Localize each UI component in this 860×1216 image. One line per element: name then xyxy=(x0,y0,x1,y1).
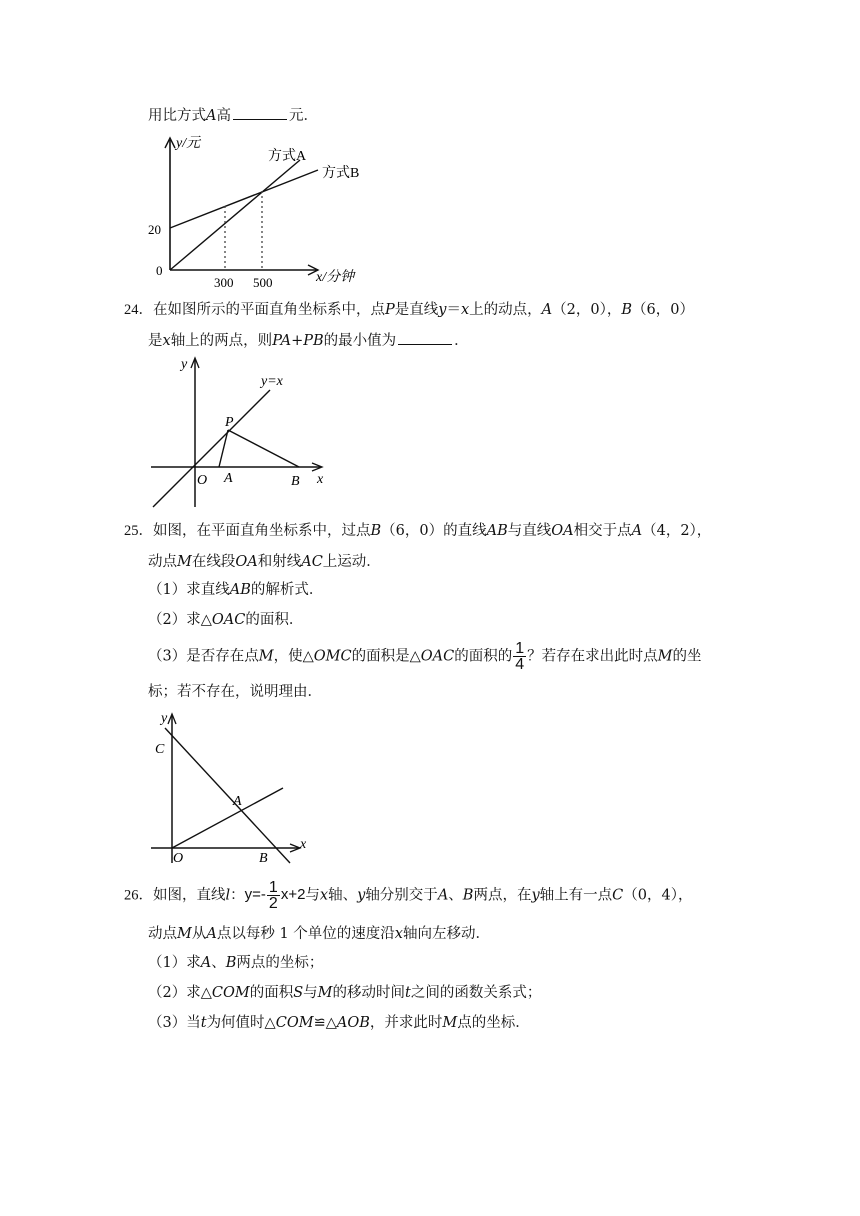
q25-figure xyxy=(145,708,315,868)
fraction-one-half: $\frac{1}{2}$ xyxy=(268,879,278,912)
q25-part2: （2）求△OAC的面积． xyxy=(148,612,304,628)
line-oa xyxy=(172,788,283,848)
q26-part1: （1）求A、B两点的坐标； xyxy=(148,955,324,971)
equation: y=- $\frac{1}{2}$ x+2 xyxy=(244,879,306,912)
q24-line2: 是x轴上的两点，则PA+PB的最小值为 ． xyxy=(148,330,469,351)
y-label: y xyxy=(161,711,168,726)
point-a: A xyxy=(224,471,233,486)
y-label: y xyxy=(181,357,188,372)
line-ab xyxy=(165,728,290,863)
line-a xyxy=(170,160,300,270)
tick-300: 300 xyxy=(214,275,234,290)
q23-tail-line: 用比方式A高 元． xyxy=(148,105,318,126)
origin-o: O xyxy=(197,473,208,488)
x-label: x xyxy=(317,472,324,487)
line-label: y=x xyxy=(261,374,283,389)
x-label: x xyxy=(300,837,307,852)
answer-blank[interactable] xyxy=(398,330,452,345)
y-axis-label: y/元 xyxy=(176,136,201,151)
point-b: B xyxy=(291,474,300,489)
q25-part1: （1）求直线AB的解析式． xyxy=(148,582,324,598)
q26-part3: （3）当t为何值时△COM≌△AOB，并求此时M点的坐标． xyxy=(148,1015,530,1031)
q26-line1: 26．如图，直线l：y=- $\frac{1}{2}$ x+2与x轴、y轴分别交于A、B两点，在y轴上有一点C（0，4）， xyxy=(124,879,693,912)
q26-part2: （2）求△COM的面积S与M的移动时间t之间的函数关系式； xyxy=(148,985,542,1001)
tick-0: 0 xyxy=(156,263,163,278)
q25-part3: （3）是否存在点M，使△OMC的面积是△OAC的面积的 $\frac{1}{4}$ ？若存在求出此时点M的坐 xyxy=(148,640,702,673)
q23-figure xyxy=(140,130,380,290)
answer-blank[interactable] xyxy=(233,105,287,120)
line-b-label: 方式B xyxy=(322,166,360,181)
q26-line2: 动点M从A点以每秒 1 个单位的速度沿x轴向左移动． xyxy=(148,926,490,942)
tick-20: 20 xyxy=(148,222,161,237)
line-y-eq-x xyxy=(153,390,270,507)
q25-part3-cont: 标；若不存在，说明理由． xyxy=(148,684,322,700)
q24-figure xyxy=(145,352,335,512)
line-b xyxy=(170,170,318,228)
x-axis-label: x/分钟 xyxy=(316,270,355,285)
fraction-one-quarter: $\frac{1}{4}$ xyxy=(515,640,525,673)
segment-pb xyxy=(228,430,299,467)
point-b: B xyxy=(259,851,268,866)
tick-500: 500 xyxy=(253,275,273,290)
q24-line1: 24．在如图所示的平面直角坐标系中，点P是直线y＝x上的动点，A（2，0），B（6，0） xyxy=(124,302,694,318)
q25-line2: 动点M在线段OA和射线AC上运动． xyxy=(148,554,381,570)
point-a: A xyxy=(233,794,242,809)
point-c: C xyxy=(155,742,165,757)
point-p: P xyxy=(225,415,234,430)
q25-line1: 25．如图，在平面直角坐标系中，过点B（6，0）的直线AB与直线OA相交于点A（4，2）， xyxy=(124,523,712,539)
line-a-label: 方式A xyxy=(268,149,307,164)
origin-o: O xyxy=(173,851,184,866)
